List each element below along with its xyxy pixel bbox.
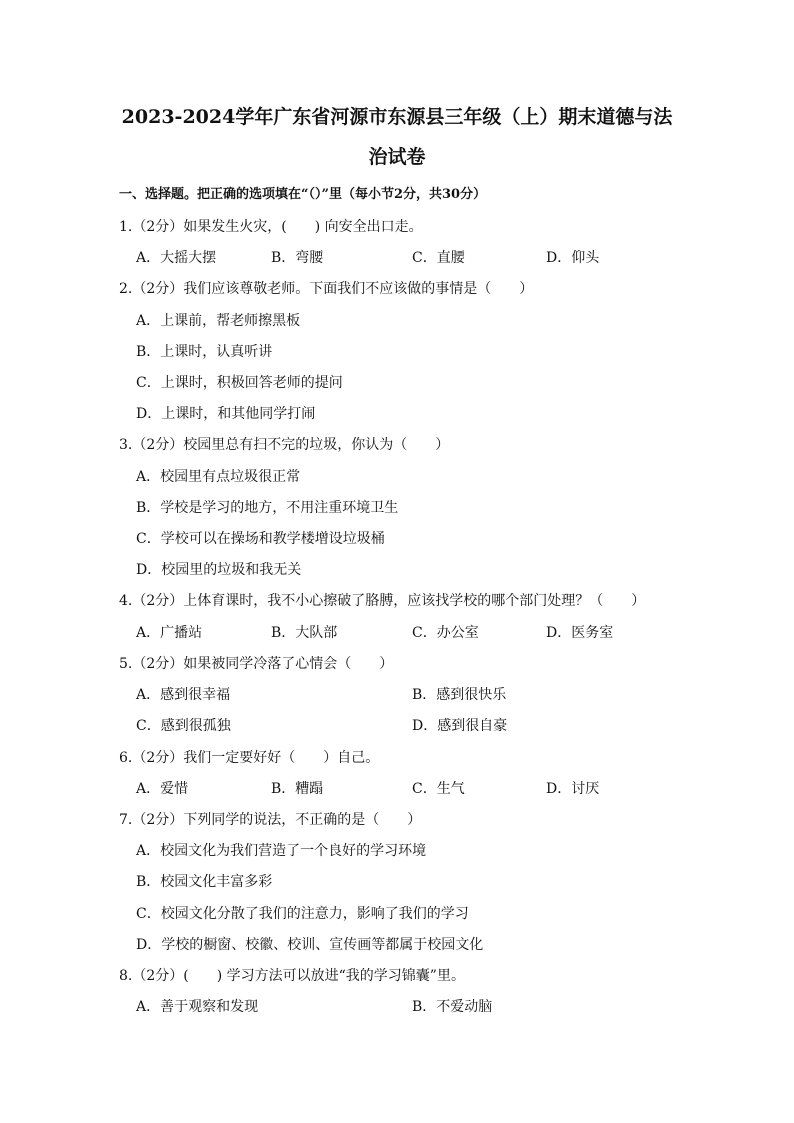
question-1-option-b: B．弯腰 bbox=[271, 250, 324, 266]
question-4-stem: 4.（2分）上体育课时，我不小心擦破了胳膊，应该找学校的哪个部门处理？（ ） bbox=[119, 593, 646, 609]
question-2-option-d: D．上课时，和其他同学打闹 bbox=[136, 406, 316, 422]
question-1-stem: 1.（2分）如果发生火灾，( ) 向安全出口走。 bbox=[119, 219, 423, 235]
question-4-option-d: D．医务室 bbox=[546, 625, 614, 641]
question-8-option-b: B．不爱动脑 bbox=[412, 999, 493, 1015]
question-2-option-b: B．上课时，认真听讲 bbox=[136, 344, 273, 360]
question-3-option-a: A．校园里有点垃圾很正常 bbox=[136, 469, 301, 485]
exam-title-line-2: 治试卷 bbox=[368, 146, 426, 168]
question-7-option-c: C．校园文化分散了我们的注意力，影响了我们的学习 bbox=[136, 906, 469, 922]
question-3-option-d: D．校园里的垃圾和我无关 bbox=[136, 562, 302, 578]
question-4-option-a: A．广播站 bbox=[136, 625, 203, 641]
question-1-option-d: D．仰头 bbox=[546, 250, 600, 266]
question-5-option-a: A．感到很幸福 bbox=[136, 687, 231, 703]
question-2-option-a: A．上课前，帮老师擦黑板 bbox=[136, 313, 301, 329]
question-1-option-c: C．直腰 bbox=[412, 250, 465, 266]
question-7-option-d: D．学校的橱窗、校徽、校训、宣传画等都属于校园文化 bbox=[136, 937, 484, 953]
question-5-option-d: D．感到很自豪 bbox=[412, 718, 508, 734]
question-5-option-b: B．感到很快乐 bbox=[412, 687, 507, 703]
question-6-option-d: D．讨厌 bbox=[546, 781, 600, 797]
question-7-option-b: B．校园文化丰富多彩 bbox=[136, 874, 273, 890]
question-8-stem: 8.（2分）( ) 学习方法可以放进“我的学习锦囊”里。 bbox=[119, 968, 465, 984]
question-3-stem: 3.（2分）校园里总有扫不完的垃圾，你认为（ ） bbox=[119, 437, 450, 453]
question-6-stem: 6.（2分）我们一定要好好（ ）自己。 bbox=[119, 750, 380, 766]
question-2-option-c: C．上课时，积极回答老师的提问 bbox=[136, 375, 343, 391]
question-6-option-b: B．糟蹋 bbox=[271, 781, 324, 797]
section-heading: 一、选择题。把正确的选项填在“（）”里（每小节2分，共30分） bbox=[119, 187, 487, 202]
question-5-option-c: C．感到很孤独 bbox=[136, 718, 231, 734]
question-2-stem: 2.（2分）我们应该尊敬老师。下面我们不应该做的事情是（ ） bbox=[119, 281, 534, 297]
question-5-stem: 5.（2分）如果被同学冷落了心情会（ ） bbox=[119, 656, 394, 672]
question-3-option-c: C．学校可以在操场和教学楼增设垃圾桶 bbox=[136, 531, 385, 547]
question-4-option-c: C．办公室 bbox=[412, 625, 479, 641]
question-7-option-a: A．校园文化为我们营造了一个良好的学习环境 bbox=[136, 843, 427, 859]
question-4-option-b: B．大队部 bbox=[271, 625, 338, 641]
question-6-option-c: C．生气 bbox=[412, 781, 465, 797]
question-6-option-a: A．爱惜 bbox=[136, 781, 189, 797]
question-7-stem: 7.（2分）下列同学的说法，不正确的是（ ） bbox=[119, 812, 422, 828]
question-8-option-a: A．善于观察和发现 bbox=[136, 999, 259, 1015]
exam-title-line-1: 2023-2024学年广东省河源市东源县三年级（上）期末道德与法 bbox=[121, 106, 673, 128]
question-1-option-a: A．大摇大摆 bbox=[136, 250, 217, 266]
question-3-option-b: B．学校是学习的地方，不用注重环境卫生 bbox=[136, 500, 399, 516]
